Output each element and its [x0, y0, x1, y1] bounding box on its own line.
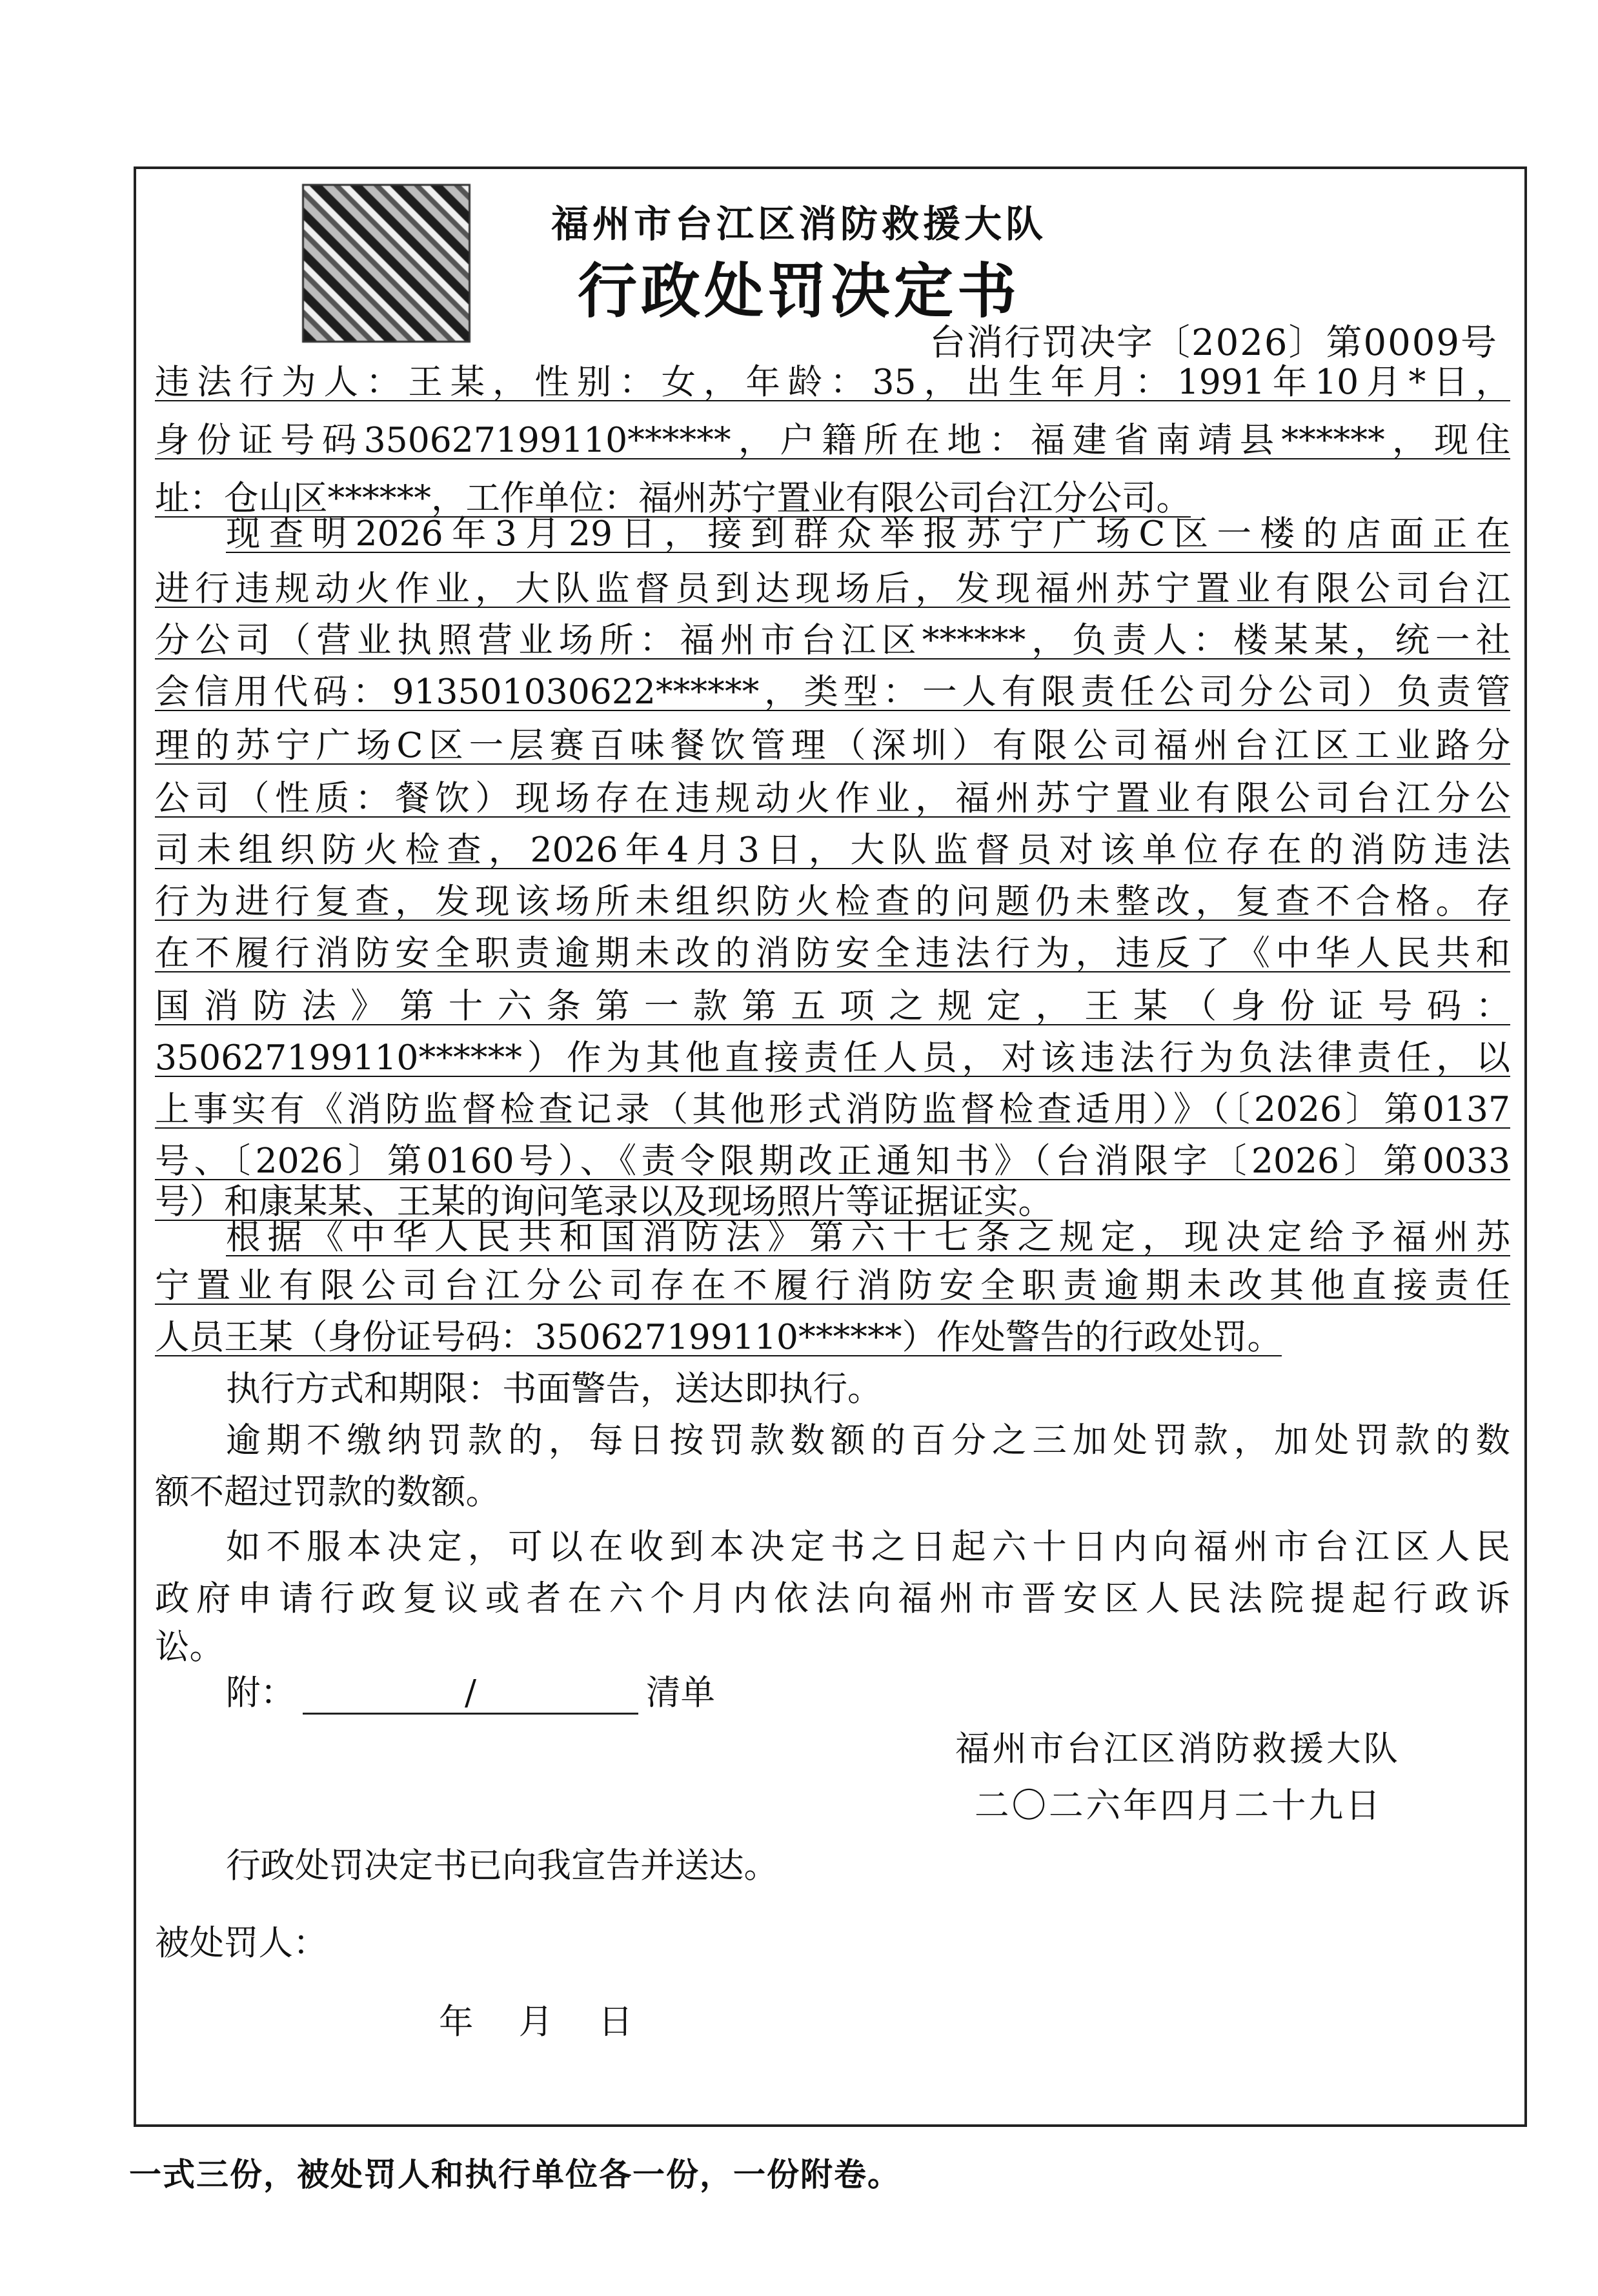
body-line: 现查明2026年3月29日，接到群众举报苏宁广场C区一楼的店面正在 — [226, 513, 1510, 554]
document-number: 台消行罚决字〔2026〕第0009号 — [929, 322, 1498, 364]
body-line: 分公司（营业执照营业场所：福州市台江区******，负责人：楼某某，统一社 — [155, 619, 1510, 660]
attachment-label: 附： — [226, 1672, 295, 1713]
service-statement: 行政处罚决定书已向我宣告并送达。 — [226, 1845, 778, 1886]
body-line: 违法行为人：王某，性别：女，年龄：35，出生年月：1991年10月*日， — [155, 361, 1510, 402]
signature-organization: 福州市台江区消防救援大队 — [955, 1728, 1401, 1769]
body-line: 在不履行消防安全职责逾期未改的消防安全违法行为，违反了《中华人民共和 — [155, 932, 1510, 973]
attachment-suffix: 清单 — [646, 1672, 715, 1713]
body-line: 会信用代码：913501030622******，类型：一人有限责任公司分公司）负责管 — [155, 671, 1510, 712]
body-line: 上事实有《消防监督检查记录（其他形式消防监督检查适用）》（〔2026〕第0137 — [155, 1089, 1510, 1129]
execution-method: 执行方式和期限：书面警告，送达即执行。 — [226, 1368, 882, 1409]
body-line: 号）和康某某、王某的询问笔录以及现场照片等证据证实。 — [155, 1181, 1053, 1222]
body-line: 进行违规动火作业，大队监督员到达现场后，发现福州苏宁置业有限公司台江 — [155, 568, 1510, 609]
body-line: 额不超过罚款的数额。 — [155, 1471, 500, 1512]
body-line: 讼。 — [155, 1626, 224, 1667]
issuing-organization: 福州市台江区消防救援大队 — [551, 202, 1047, 246]
day-label: 日 — [598, 2001, 633, 2042]
attachment-line — [226, 1665, 715, 1715]
body-line: 350627199110******）作为其他直接责任人员，对该违法行为负法律责任，以 — [155, 1037, 1510, 1078]
body-line: 公司（性质：餐饮）现场存在违规动火作业，福州苏宁置业有限公司台江分公 — [155, 778, 1510, 818]
attachment-blank: / — [303, 1672, 638, 1715]
body-line: 人员王某（身份证号码：350627199110******）作处警告的行政处罚。 — [155, 1316, 1282, 1357]
body-line: 政府申请行政复议或者在六个月内依法向福州市晋安区人民法院提起行政诉 — [155, 1578, 1510, 1618]
body-line: 逾期不缴纳罚款的，每日按罚款数额的百分之三加处罚款，加处罚款的数 — [226, 1420, 1510, 1460]
body-line: 根据《中华人民共和国消防法》第六十七条之规定，现决定给予福州苏 — [226, 1216, 1510, 1257]
punished-person-label: 被处罚人： — [155, 1922, 328, 1963]
body-line: 址：仓山区******，工作单位：福州苏宁置业有限公司台江分公司。 — [155, 478, 1191, 518]
body-line: 理的苏宁广场C区一层赛百味餐饮管理（深圳）有限公司福州台江区工业路分 — [155, 725, 1510, 765]
body-line: 国消防法》第十六条第一款第五项之规定，王某（身份证号码： — [155, 985, 1510, 1026]
body-line: 如不服本决定，可以在收到本决定书之日起六十日内向福州市台江区人民 — [226, 1526, 1510, 1567]
body-line: 宁置业有限公司台江分公司存在不履行消防安全职责逾期未改其他直接责任 — [155, 1265, 1510, 1305]
body-line: 司未组织防火检查，2026年4月3日，大队监督员对该单位存在的消防违法 — [155, 829, 1510, 870]
signature-date: 二〇二六年四月二十九日 — [975, 1785, 1383, 1826]
month-label: 月 — [518, 2001, 553, 2042]
footer-note: 一式三份，被处罚人和执行单位各一份，一份附卷。 — [129, 2155, 901, 2193]
body-line: 行为进行复查，发现该场所未组织防火检查的问题仍未整改，复查不合格。存 — [155, 881, 1510, 921]
body-line: 身份证号码350627199110******，户籍所在地：福建省南靖县******，现住 — [155, 419, 1510, 460]
year-label: 年 — [439, 2001, 474, 2042]
receipt-date-fields — [439, 1994, 678, 2044]
document-title: 行政处罚决定书 — [577, 257, 1020, 326]
body-line: 号、〔2026〕第0160号）、《责令限期改正通知书》（台消限字〔2026〕第0033 — [155, 1140, 1510, 1181]
